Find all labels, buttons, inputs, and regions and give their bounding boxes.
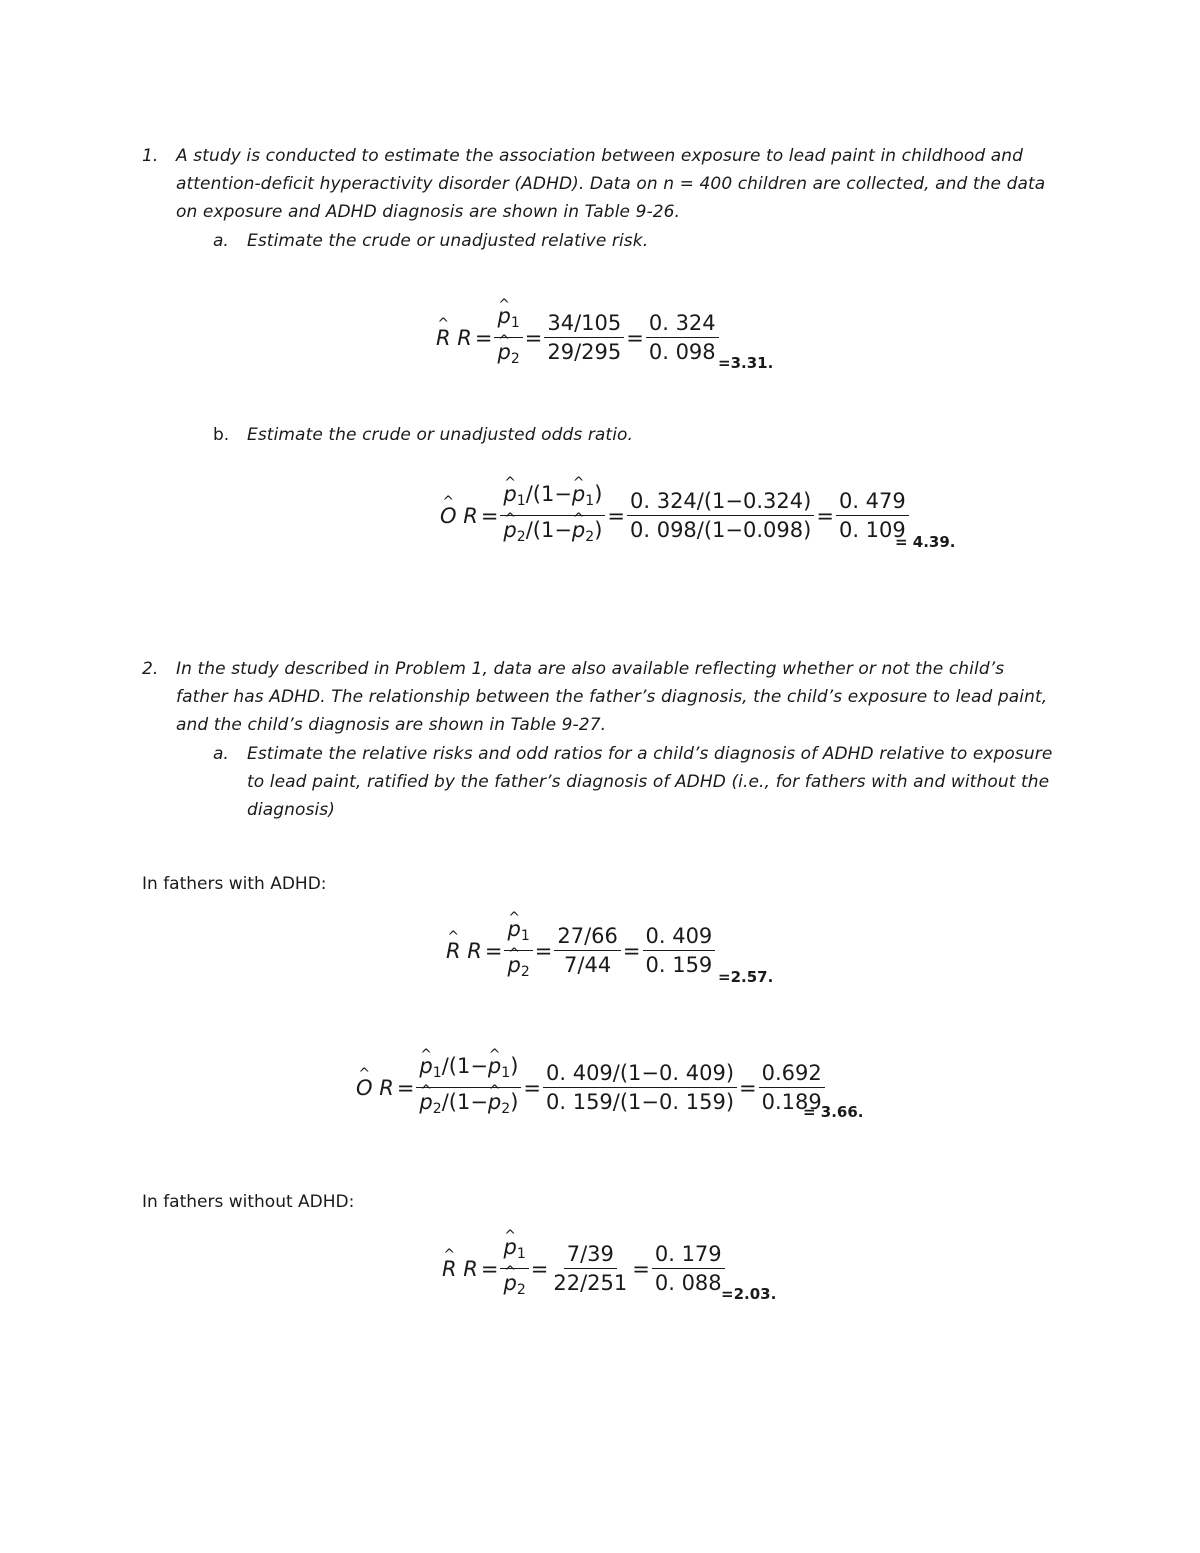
question-2a-text [247, 740, 1087, 824]
with-adhd-rr-result: =2.57. [718, 968, 774, 986]
or-fraction-proportions: $\frac{0. 409/(1-0. 409)}{0. 159/(1-0. 159)}$ [543, 1059, 737, 1116]
rr-symbol: ^ R R [446, 939, 482, 963]
without-adhd-heading: In fathers without ADHD: [142, 1192, 355, 1212]
or-fraction-symbolic: ^ $p_1/(1-\^{}$ $p_1$) ^ $p_2/(1-\^{}$ $p_2$) [416, 1052, 521, 1123]
question-1-line: attention-deficit hyperactivity disorder (ADHD). Data on n = 400 children are collected, and the data [176, 174, 1046, 194]
question-2-line: father has ADHD. The relationship between the father’s diagnosis, the child’s exposure to lead paint, [176, 687, 1048, 707]
question-2-line: In the study described in Problem 1, data are also available reflecting whether or not the child’s [176, 659, 1005, 679]
rr-result: =3.31. [718, 354, 774, 372]
question-1b-text: Estimate the crude or unadjusted odds ratio. [247, 425, 634, 445]
rr-fraction-proportions: $\frac{0. 324}{0. 098}$ [646, 309, 719, 366]
question-2-text [176, 655, 1076, 739]
question-2-line: and the child’s diagnosis are shown in Table 9-27. [176, 715, 607, 735]
question-2a-line: diagnosis) [247, 800, 335, 820]
rr-symbol: ^ R R [436, 326, 472, 350]
question-2-number: 2. [142, 659, 159, 679]
rr-fraction-symbolic: ^ $p_1$ ^ $p_2$ [494, 302, 522, 373]
with-adhd-heading: In fathers with ADHD: [142, 874, 327, 894]
question-2a-label: a. [213, 744, 229, 764]
or-fraction-odds: $\frac{0.692}{0.189}$ [759, 1059, 825, 1116]
question-1a-label: a. [213, 231, 229, 251]
relative-risk-equation: ^ R R = ^ $p_1$ ^ $p_2$ = $\frac{34/105}{29/295}$ = $\frac{0. 324}{0. 098}$ [436, 302, 720, 373]
or-result: = 4.39. [895, 533, 956, 551]
question-1b-label: b. [213, 425, 230, 445]
question-1-text [176, 142, 1076, 226]
rr-fraction-counts: $\frac{34/105}{29/295}$ [544, 309, 624, 366]
question-1-line: A study is conducted to estimate the association between exposure to lead paint in childhood and [176, 146, 1024, 166]
rr-fraction-counts: $\frac{7/39}{22/251}$ [553, 1242, 628, 1295]
without-adhd-rr-equation: ^ R R = ^ $p_1$ ^ $p_2$ = $\frac{7/39}{22/251}$ = $\frac{0. 179}{0. 088}$ [442, 1233, 726, 1304]
with-adhd-or-result: = 3.66. [803, 1103, 864, 1121]
with-adhd-rr-equation: ^ R R = ^ $p_1$ ^ $p_2$ = $\frac{27/66}{7/44}$ = $\frac{0. 409}{0. 159}$ [446, 915, 716, 986]
or-symbol: ^ O R [440, 504, 478, 528]
rr-symbol: ^ R R [442, 1257, 478, 1281]
rr-fraction-symbolic: ^ $p_1$ ^ $p_2$ [504, 915, 532, 986]
rr-fraction-counts: $\frac{27/66}{7/44}$ [554, 922, 621, 979]
odds-ratio-equation: ^ O R = ^ $p_1/(1-\^{}$ $p_1$) ^ $p_2/(1-\^{}$ $p_2$) = $\frac{0. 324/(1-0.324)}{0. 098/(1-0.098)}$ = $\frac{0. 479}{0. 109}$ [440, 480, 910, 551]
rr-fraction-proportions: $\frac{0. 179}{0. 088}$ [652, 1240, 725, 1297]
with-adhd-or-equation: ^ O R = ^ $p_1/(1-\^{}$ $p_1$) ^ $p_2/(1-\^{}$ $p_2$) = $\frac{0. 409/(1-0. 409)}{0. 159/(1-0. 159)}$ = $\frac{0.692}{0.189}$ [356, 1052, 826, 1123]
question-1-line: on exposure and ADHD diagnosis are shown in Table 9-26. [176, 202, 681, 222]
question-1a-text: Estimate the crude or unadjusted relative risk. [247, 231, 649, 251]
or-symbol: ^ O R [356, 1076, 394, 1100]
rr-fraction-proportions: $\frac{0. 409}{0. 159}$ [643, 922, 716, 979]
question-2a-line: Estimate the relative risks and odd ratios for a child’s diagnosis of ADHD relative to exposure [247, 744, 1053, 764]
question-2a-line: to lead paint, ratified by the father’s diagnosis of ADHD (i.e., for fathers with and without the [247, 772, 1050, 792]
or-fraction-proportions: $\frac{0. 324/(1-0.324)}{0. 098/(1-0.098)}$ [627, 487, 814, 544]
or-fraction-odds: $\frac{0. 479}{0. 109}$ [836, 487, 909, 544]
without-adhd-rr-result: =2.03. [721, 1285, 777, 1303]
rr-fraction-symbolic: ^ $p_1$ ^ $p_2$ [500, 1233, 528, 1304]
or-fraction-symbolic: ^ $p_1/(1-\^{}$ $p_1$) ^ $p_2/(1-\^{}$ $p_2$) [500, 480, 605, 551]
question-1-number: 1. [142, 146, 159, 166]
